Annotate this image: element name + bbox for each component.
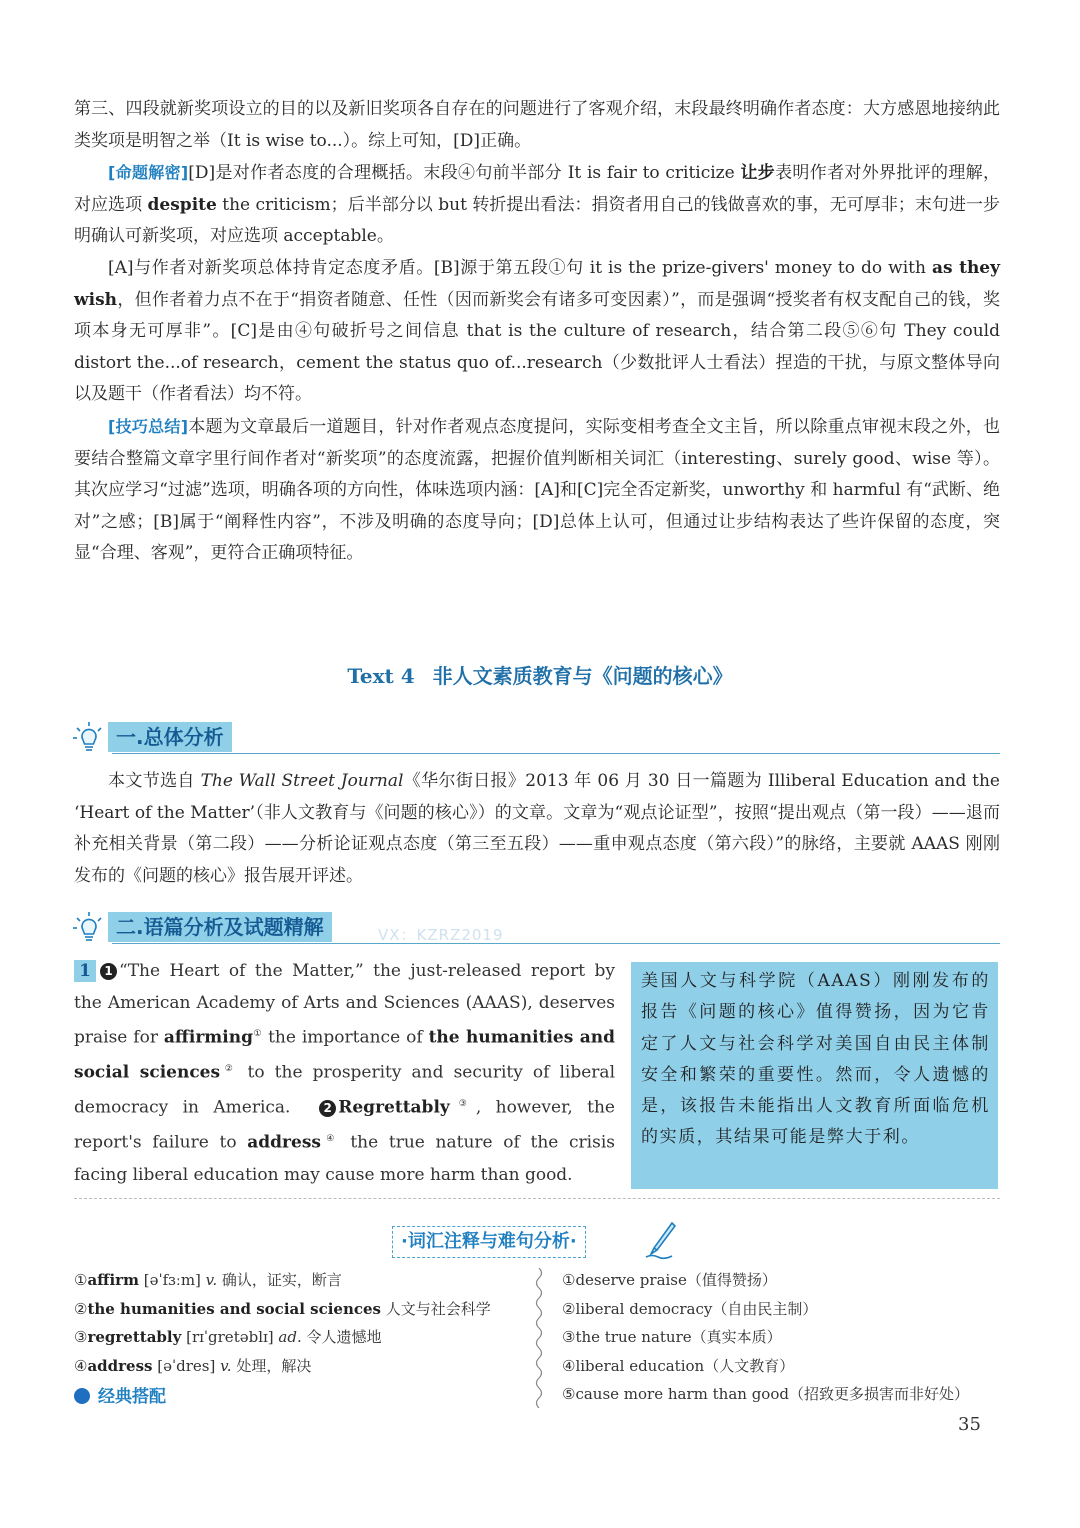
analysis-block — [74, 94, 1000, 570]
sentence-number: 1 — [100, 963, 117, 980]
section-label-discourse: 二.语篇分析及试题精解 — [108, 912, 332, 942]
lightbulb-icon — [72, 720, 106, 754]
skill-tag: [技巧总结] — [108, 416, 189, 436]
lightbulb-icon — [72, 910, 106, 944]
secret-paragraph: [命题解密][D]是对作者态度的合理概括。末段④句前半部分 It is fair to criticize 让步表明作者对外界批评的理解，对应选项 despite the criticism；后半部分以 but 转折提出看法：捐资者用自己的钱做喜欢的事，无可厚非；末句进一步明确认可新奖项，对应选项 acceptable。 — [74, 163, 1001, 247]
collocation-list — [562, 1266, 1002, 1409]
text-number: Text 4 — [347, 664, 415, 688]
vocab-item: ④address [əˈdres] v. 处理，解决 — [74, 1356, 312, 1375]
skill-paragraph: [技巧总结]本题为文章最后一道题目，针对作者观点态度提问，实际变相考查全文主旨，所以除重点审视末段之外，也要结合整篇文章字里行间作者对“新奖项”的态度流露，把握价值判断相关词汇（interesting、surely good、wise 等）。其次应学习“过滤”选项，明确各项的方向性，体味选项内涵：[A]和[C]完全否定新奖，unworthy 和 harmful 有“武断、绝对”之感；[B]属于“阐释性内容”，不涉及明确的态度导向；[D]总体上认可，但通过让步结构表达了些许保留的态度，突显“合理、客观”，更符合正确项特征。 — [74, 416, 1000, 564]
collocation-item: ①deserve praise（值得赞扬） — [562, 1271, 777, 1289]
vocab-list — [74, 1266, 534, 1380]
options-paragraph: [A]与作者对新奖项总体持肯定态度矛盾。[B]源于第五段①句 it is the prize-givers' money to do with as they wish，但作者着力点不在于“捐资者随意、任性（因而新奖会有诸多可变因素）”，而是强调“授奖者有权支配自己的钱，奖项本身无可厚非”。[C]是由④句破折号之间信息 that is the culture of research，结合第二段⑤⑥句 They could distort the...of research，cement the status quo of...research（少数批评人士看法）捏造的干扰，与原文整体导向以及题干（作者看法）均不符。 — [74, 257, 1000, 405]
wavy-divider — [532, 1268, 546, 1408]
translation-box: 美国人文与科学院（AAAS）刚刚发布的报告《问题的核心》值得赞扬，因为它肯定了人文与社会科学对美国自由民主体制安全和繁荣的重要性。然而，令人遗憾的是，该报告未能指出人文教育所面临危机的实质，其结果可能是弊大于利。 — [631, 962, 998, 1189]
section-header-overview — [72, 720, 1000, 756]
collocation-item: ③the true nature（真实本质） — [562, 1328, 782, 1346]
vocab-item: ①affirm [əˈfɜːm] v. 确认，证实，断言 — [74, 1271, 342, 1289]
sentence-number: 2 — [319, 1100, 336, 1117]
section-header-discourse — [72, 910, 1000, 946]
bullet-dot-icon — [74, 1388, 90, 1404]
source-name: The Wall Street Journal — [200, 771, 404, 791]
passage-paragraph: 1 1 “The Heart of the Matter,” the just-released report by the American Academy of Arts and Sciences (AAAS), deserves praise for affirming① the importance of the humanities and social sciences② to the prosperity and security of liberal democracy in America. 2 Regrettably③, however, the report's failure to address④ the true nature of the crisis facing liberal education may cause more harm than good. — [74, 961, 616, 1185]
collocation-item: ④liberal education（人文教育） — [562, 1356, 795, 1375]
conclusion-paragraph: 第三、四段就新奖项设立的目的以及新旧奖项各自存在的问题进行了客观介绍，末段最终明确作者态度：大方感恩地接纳此类奖项是明智之举（It is wise to...）。综上可知，[D]正确。 — [74, 99, 1000, 151]
section-rule — [112, 943, 1000, 944]
text-title-cn: 非人文素质教育与《问题的核心》 — [432, 664, 733, 688]
classic-collocation-heading: 经典搭配 — [74, 1383, 166, 1411]
collocation-item: ②liberal democracy（自由民主制） — [562, 1299, 818, 1318]
section-rule — [112, 753, 1000, 754]
text-title — [0, 660, 1080, 689]
vocab-item: ③regrettably [rɪˈgretəblɪ] ad. 令人遗憾地 — [74, 1328, 382, 1346]
vocab-item: ②the humanities and social sciences 人文与社会科学 — [74, 1299, 491, 1318]
paragraph-number: 1 — [74, 960, 96, 982]
page-number: 35 — [958, 1414, 981, 1435]
divider — [74, 1198, 1000, 1199]
secret-tag: [命题解密] — [108, 163, 189, 183]
overview-paragraph: 本文节选自 The Wall Street Journal《华尔街日报》2013 年 06 月 30 日一篇题为 Illiberal Education and the ‘Heart of the Matter’（非人文教育与《问题的核心》）的文章。文章为“观点论证型”，按照“提出观点（第一段）——退而补充相关背景（第二段）——分析论证观点态度（第三至五段）——重申观点态度（第六段）”的脉络，主要就 AAAS 刚刚发布的《问题的核心》报告展开评述。 — [74, 771, 1000, 886]
section-label-overview: 一.总体分析 — [108, 722, 232, 752]
vocab-section-title: ·词汇注释与难句分析· — [392, 1226, 586, 1258]
collocation-item: ⑤cause more harm than good（招致更多损害而非好处） — [562, 1385, 969, 1403]
pen-icon — [642, 1220, 678, 1260]
watermark: VX：KZRZ2019 — [378, 926, 504, 944]
